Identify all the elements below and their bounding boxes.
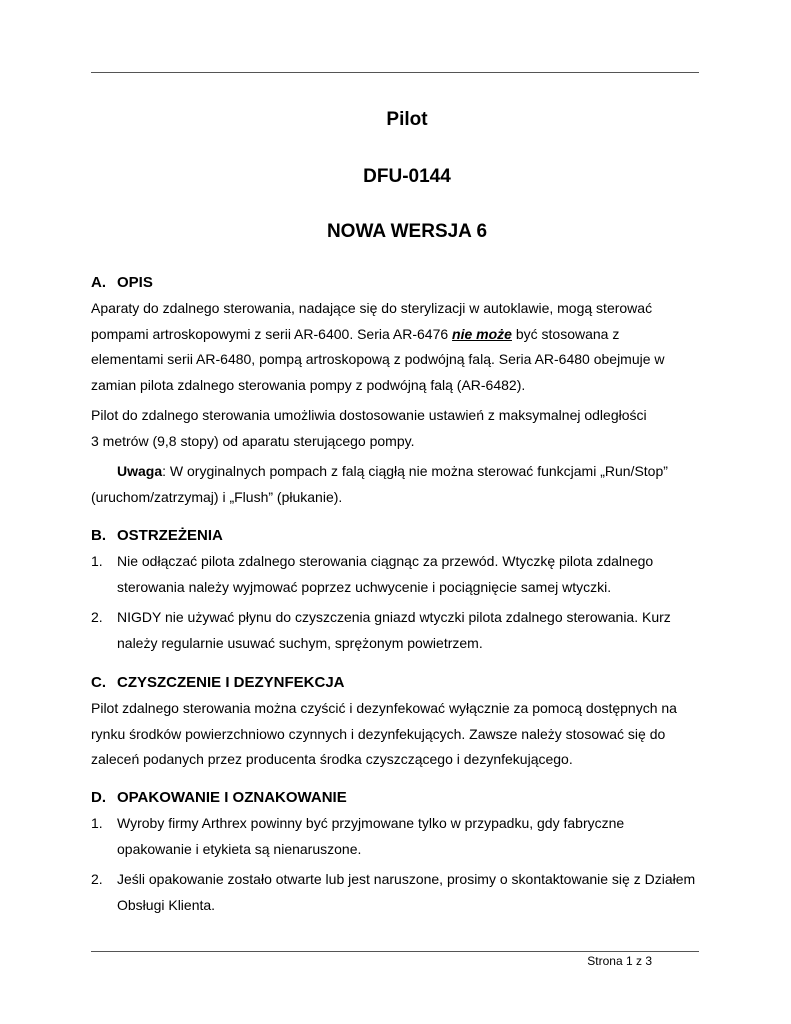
section-title: OPAKOWANIE I OZNAKOWANIE (117, 789, 347, 806)
item-number: 1. (91, 815, 103, 831)
note-text: : W oryginalnych pompach z falą ciągłą nie można sterować funkcjami „Run/Stop” (uruchom/zatrzymaj) i „Flush” (płukanie). (91, 463, 668, 505)
list-item (91, 867, 697, 918)
section-letter: A. (91, 274, 106, 291)
list-item (91, 605, 697, 656)
section-paragraph (91, 296, 691, 398)
section-ostrzezenia (91, 527, 699, 656)
section-heading (91, 674, 699, 692)
document-number: DFU-0144 (363, 166, 451, 187)
section-letter: C. (91, 674, 106, 691)
item-text: Jeśli opakowanie zostało otwarte lub jest naruszone, prosimy o skontaktowanie się z Działem Obsługi Klienta. (117, 871, 696, 913)
paragraph-text: być stosowana z elementami serii AR-6480, pompą artroskopową z podwójną falą. Seria AR-6480 obejmuje w zamian pilota zdalnego sterowania pompy z podwójną falą (AR-6482). (91, 325, 665, 393)
header-rule (91, 72, 699, 73)
item-text: Wyroby firmy Arthrex powinny być przyjmowane tylko w przypadku, gdy fabryczne opakowanie i etykieta są nienaruszone. (117, 815, 625, 857)
section-paragraph: Pilot zdalnego sterowania można czyścić i dezynfekować wyłącznie za pomocą dostępnych na rynku środków powierzchniowo czynnych i dezynfekujących. Zawsze należy stosować się do zaleceń podanych przez producenta środka czyszczącego i dezynfekującego. (91, 700, 677, 767)
section-opakowanie (91, 789, 699, 918)
section-title: OSTRZEŻENIA (117, 527, 223, 544)
packaging-list (91, 811, 699, 918)
section-opis (91, 274, 699, 510)
warning-list (91, 549, 699, 656)
section-heading (91, 527, 699, 545)
paragraph-line: 3 metrów (9,8 stopy) od aparatu sterującego pompy. (91, 432, 415, 449)
emphasis-text: nie może (452, 325, 512, 342)
item-number: 1. (91, 553, 103, 569)
note-label: Uwaga (117, 463, 163, 479)
item-number: 2. (91, 609, 103, 625)
section-letter: B. (91, 527, 106, 544)
page-number: Strona 1 z 3 (587, 954, 652, 968)
footer-rule (91, 951, 699, 952)
item-text: Nie odłączać pilota zdalnego sterowania ciągnąc za przewód. Wtyczkę pilota zdalnego sterowania należy wyjmować poprzez uchwycenie i pociągnięcie samej wtyczki. (117, 553, 654, 595)
paragraph-line: Pilot do zdalnego sterowania umożliwia dostosowanie ustawień z maksymalnej odległości (91, 407, 647, 423)
item-text: NIGDY nie używać płynu do czyszczenia gniazd wtyczki pilota zdalnego sterowania. Kurz należy regularnie usuwać suchym, sprężonym powietrzem. (117, 609, 671, 651)
document-title: Pilot (386, 109, 428, 130)
list-item (91, 811, 697, 862)
section-title: OPIS (117, 274, 153, 291)
note-paragraph (91, 459, 699, 510)
list-item (91, 549, 697, 600)
section-title: CZYSZCZENIE I DEZYNFEKCJA (117, 674, 345, 691)
item-number: 2. (91, 871, 103, 887)
section-letter: D. (91, 789, 106, 806)
section-heading (91, 274, 699, 292)
section-paragraph (91, 403, 699, 454)
paragraph-text: Aparaty do zdalnego sterowania, nadające się do sterylizacji w autoklawie, mogą sterować pompami artroskopowymi z serii AR-6400. Seria AR-6476 (91, 300, 653, 342)
section-czyszczenie (91, 674, 699, 773)
document-version: NOWA WERSJA 6 (326, 221, 488, 242)
section-heading (91, 789, 699, 807)
